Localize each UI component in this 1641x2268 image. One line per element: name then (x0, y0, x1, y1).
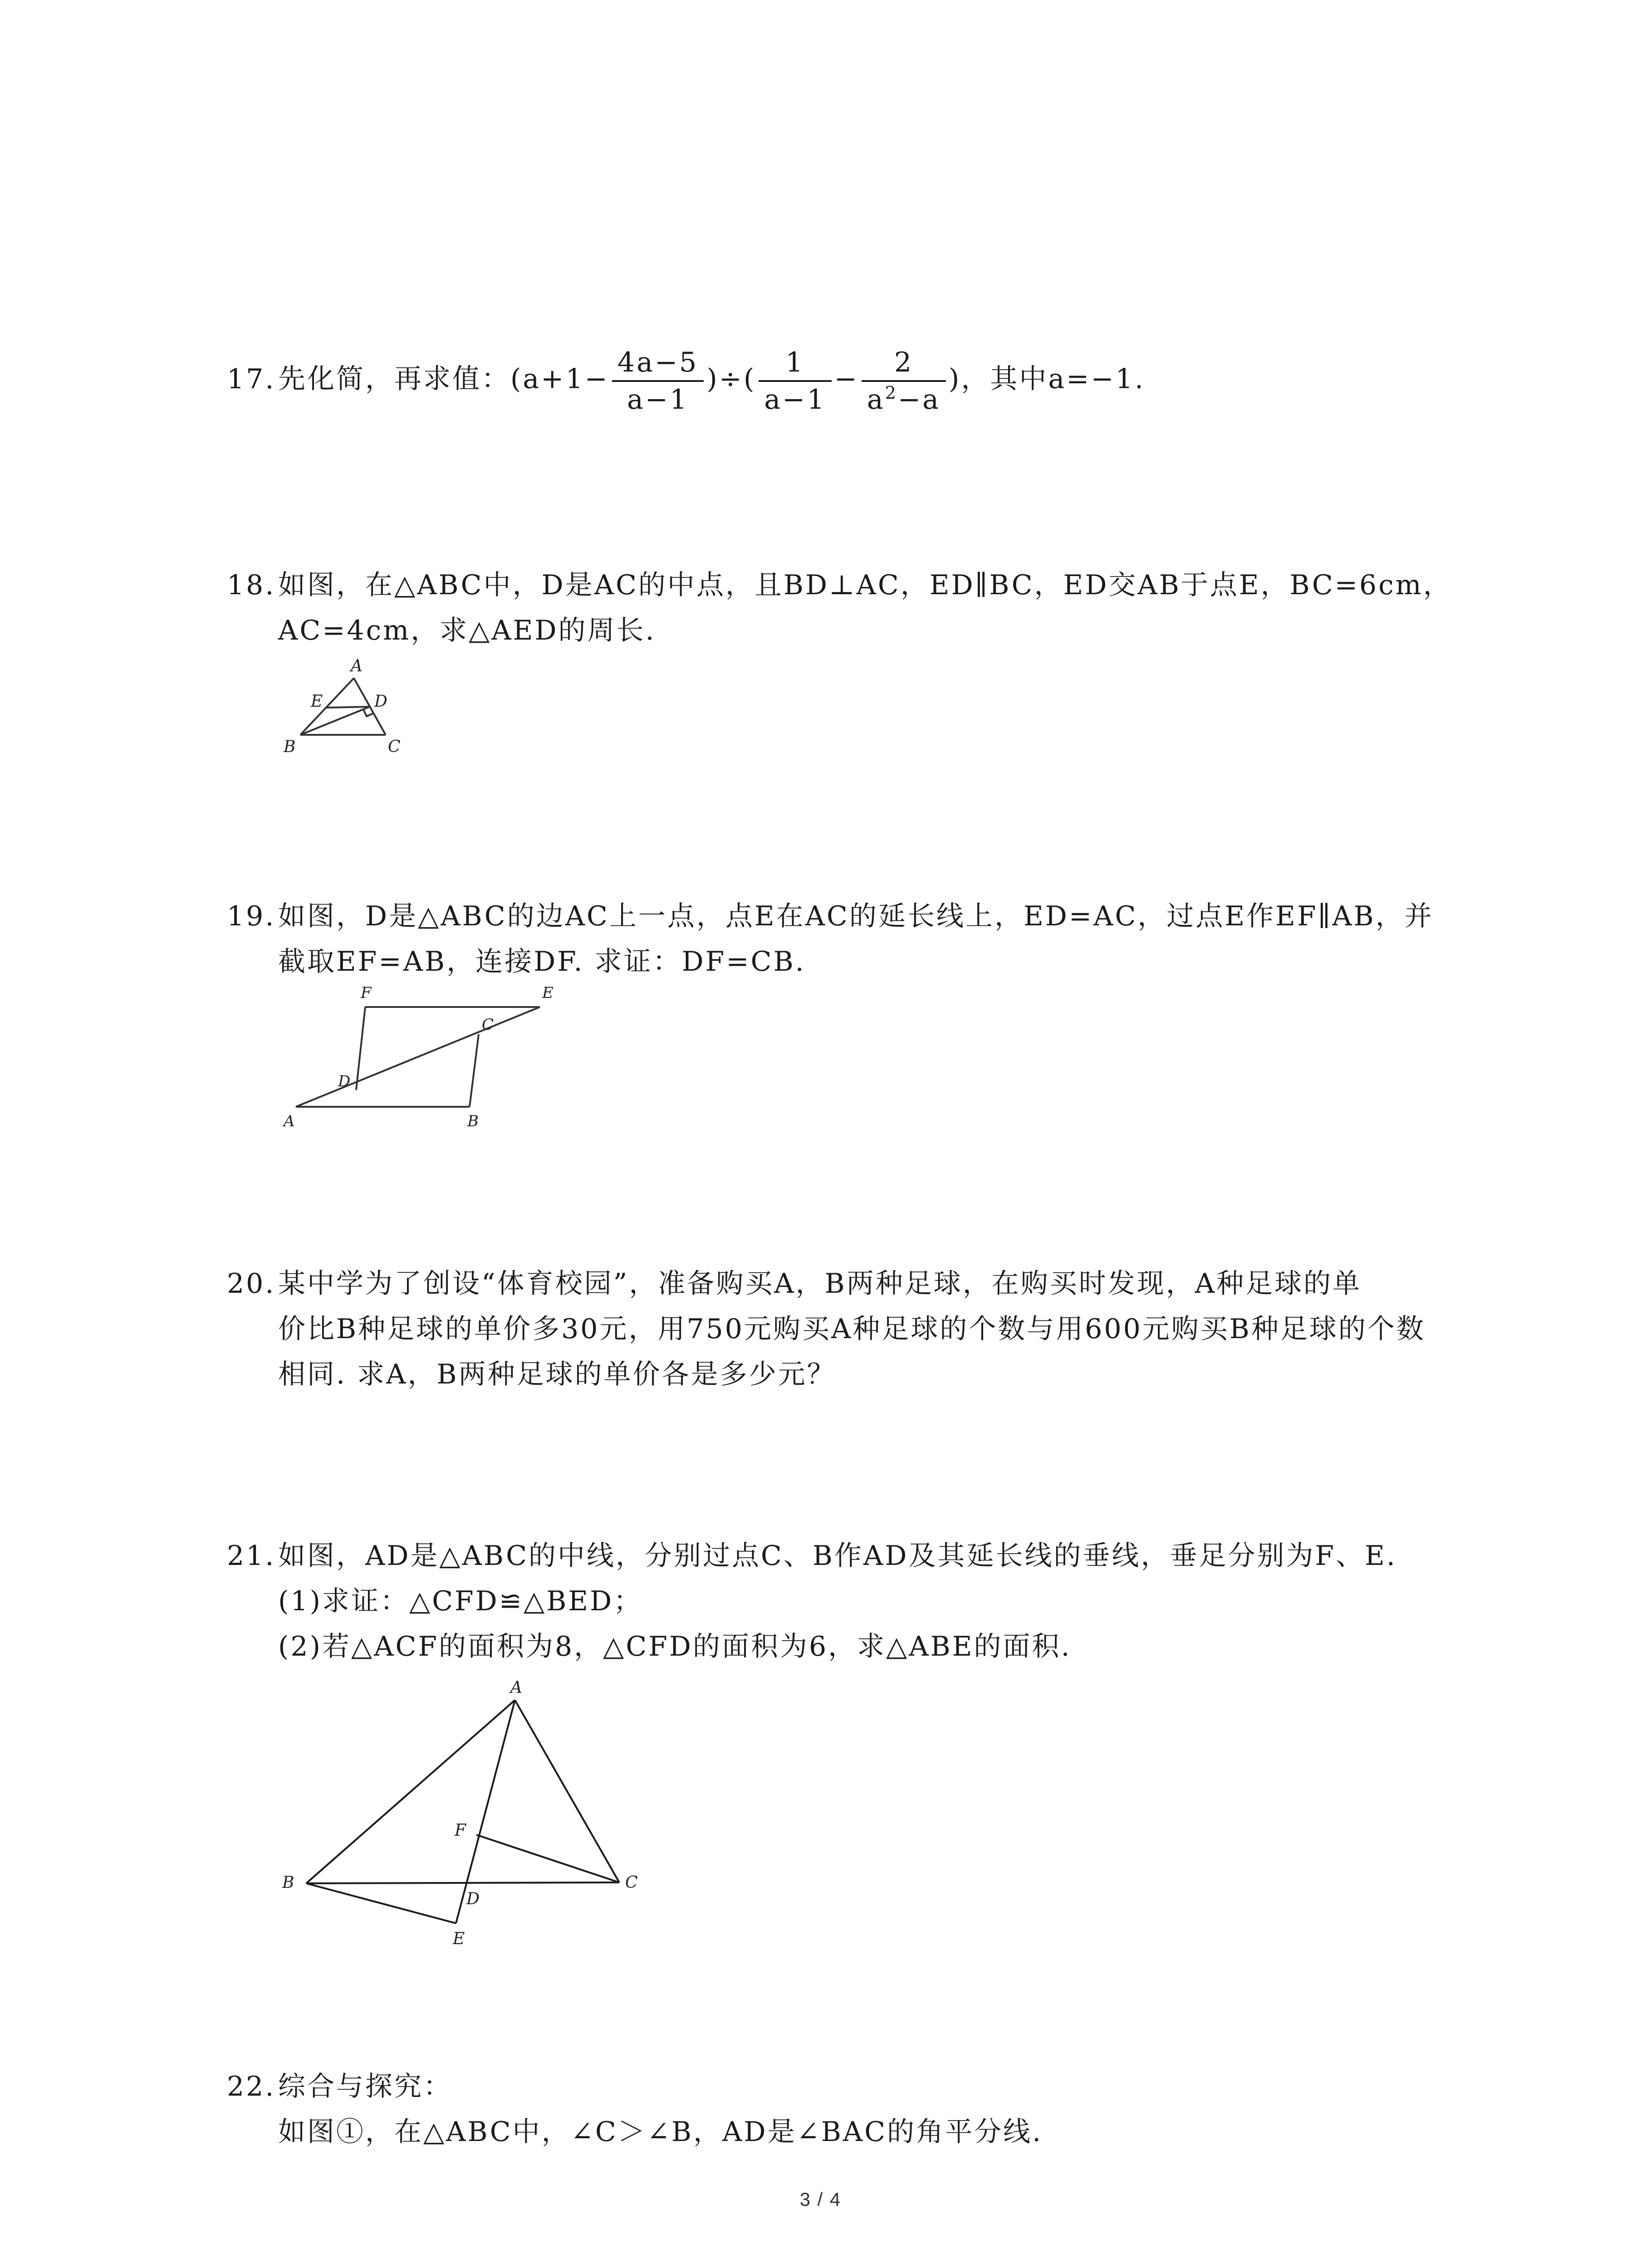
label-F: F (455, 1821, 466, 1840)
problem-number: 17. (227, 363, 276, 395)
problem-number: 20. (227, 1268, 276, 1300)
figure-19-lines (296, 1007, 540, 1107)
problem-number: 21. (227, 1540, 276, 1572)
fraction-3-denominator (862, 382, 946, 417)
problem-number: 18. (227, 569, 276, 601)
segment-BC (306, 1882, 619, 1883)
label-B: B (282, 1873, 294, 1892)
fraction-3-den-base: a (867, 384, 885, 415)
figure-19-parallelogram (272, 984, 590, 1134)
label-A: A (351, 657, 362, 675)
label-D: D (466, 1890, 480, 1908)
problem-21-line-2: (1)求证：△CFD≌△BED； (278, 1585, 643, 1617)
problem-18-line-2: AC=4cm，求△AED的周长. (278, 615, 656, 646)
problem-17-prefix: 先化简，再求值：(a+1− (278, 363, 609, 395)
figure-21-lines (306, 1700, 619, 1923)
problem-19-text-1: 如图，D是△ABC的边AC上一点，点E在AC的延长线上，ED=AC，过点E作EF∥AB，并 (278, 900, 1434, 932)
problem-19-line-2: 截取EF=AB，连接DF. 求证：DF=CB. (278, 946, 806, 978)
problem-17-suffix: )，其中a=−1. (948, 363, 1145, 395)
problem-19-line-1 (227, 898, 1434, 934)
label-D: D (338, 1072, 351, 1090)
figure-18-triangle (272, 653, 417, 767)
segment-AE (456, 1700, 515, 1923)
problem-17-text (227, 345, 1145, 417)
problem-20-line-1 (227, 1266, 1362, 1302)
segment-BE (306, 1883, 456, 1923)
fraction-3 (862, 345, 946, 417)
fraction-1 (612, 345, 704, 417)
problem-21-line-1 (227, 1538, 1397, 1574)
problem-20-text-1: 某中学为了创设“体育校园”，准备购买A，B两种足球，在购买时发现，A种足球的单 (278, 1268, 1362, 1300)
label-C: C (625, 1873, 638, 1892)
problem-22-text-1: 综合与探究： (278, 2071, 452, 2102)
segment-EA (296, 1007, 540, 1107)
label-E: E (453, 1930, 465, 1948)
label-F: F (361, 984, 372, 1002)
fraction-2-numerator: 1 (759, 345, 831, 382)
problem-21-line-3: (2)若△ACF的面积为8，△CFD的面积为6，求△ABE的面积. (278, 1631, 1072, 1662)
segment-ED (326, 707, 370, 708)
label-E: E (311, 692, 323, 711)
fraction-1-denominator: a−1 (627, 384, 689, 415)
fraction-2-denominator: a−1 (764, 384, 826, 415)
problem-17-minus: − (834, 363, 859, 395)
fraction-2 (759, 345, 831, 417)
label-B: B (467, 1112, 479, 1130)
segment-CF (476, 1835, 619, 1882)
problem-22-line-1 (227, 2068, 452, 2105)
problem-17-mid: )÷( (706, 363, 756, 395)
problem-18-line-1 (227, 567, 1452, 603)
label-C: C (482, 1016, 494, 1034)
problem-number: 19. (227, 900, 276, 932)
label-D: D (374, 692, 387, 711)
problem-21-text-1: 如图，AD是△ABC的中线，分别过点C、B作AD及其延长线的垂线，垂足分别为F、E. (278, 1540, 1397, 1572)
segment-AB (306, 1700, 515, 1883)
label-A: A (284, 1112, 295, 1130)
fraction-3-numerator: 2 (862, 345, 946, 382)
segment-AC (515, 1700, 619, 1882)
label-B: B (284, 738, 296, 756)
label-E: E (542, 984, 554, 1002)
fraction-3-den-exponent: 2 (885, 383, 898, 403)
problem-20-line-2: 价比B种足球的单价多30元，用750元购买A种足球的个数与用600元购买B种足球的个数 (278, 1313, 1425, 1345)
problem-number: 22. (227, 2071, 276, 2102)
segment-BC (470, 1034, 479, 1107)
segment-BD (300, 707, 370, 735)
label-A: A (510, 1678, 522, 1697)
page-number: 3 / 4 (799, 2189, 842, 2210)
fraction-3-den-tail: −a (897, 384, 941, 415)
problem-22-line-2: 如图①，在△ABC中，∠C＞∠B，AD是∠BAC的角平分线. (278, 2116, 1043, 2148)
segment-FD (356, 1007, 365, 1090)
figure-21-triangle (272, 1669, 658, 1964)
label-C: C (388, 738, 401, 756)
fraction-1-numerator: 4a−5 (612, 345, 704, 382)
problem-18-text-1: 如图，在△ABC中，D是AC的中点，且BD⊥AC，ED∥BC，ED交AB于点E，BC=6cm， (278, 569, 1452, 601)
problem-20-line-3: 相同. 求A，B两种足球的单价各是多少元？ (278, 1359, 836, 1390)
